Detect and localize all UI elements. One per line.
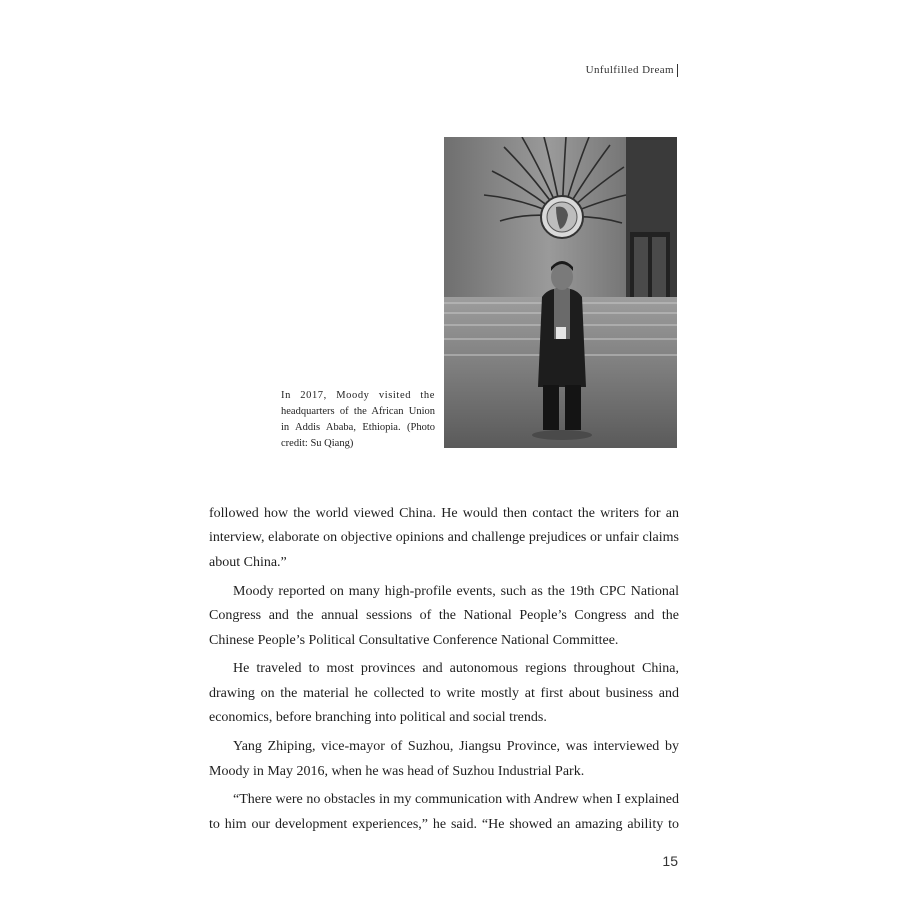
caption-line: headquarters of the African Union bbox=[281, 406, 435, 417]
running-head-rule bbox=[677, 64, 678, 77]
text-line: “There were no obstacles in my communication with Andrew when I explained bbox=[233, 792, 679, 808]
text-line: to him our development experiences,” he said. “He showed an amazing ability to bbox=[209, 816, 679, 832]
text-line: Yang Zhiping, vice-mayor of Suzhou, Jiangsu Province, was interviewed by bbox=[233, 739, 679, 755]
text-line: Moody reported on many high-profile events, such as the 19th CPC National bbox=[233, 583, 679, 599]
photo-image bbox=[444, 137, 677, 448]
caption-line: In 2017, Moody visited the bbox=[281, 390, 435, 401]
text-line: He traveled to most provinces and autonomous regions throughout China, bbox=[233, 661, 679, 677]
paragraph bbox=[209, 502, 679, 575]
paragraph bbox=[209, 735, 679, 784]
text-line: interview, elaborate on objective opinions and challenge prejudices or unfair claims bbox=[209, 530, 679, 546]
page-number: 15 bbox=[662, 853, 678, 869]
text-line: Chinese People’s Political Consultative Conference National Committee. bbox=[209, 632, 619, 648]
caption-line: in Addis Ababa, Ethiopia. (Photo bbox=[281, 422, 435, 433]
text-line: Congress and the annual sessions of the National People’s Congress and the bbox=[209, 608, 679, 624]
body-text bbox=[209, 502, 679, 842]
running-head: Unfulfilled Dream bbox=[585, 64, 674, 76]
paragraph bbox=[209, 788, 679, 837]
photo bbox=[444, 137, 677, 448]
caption-line: credit: Su Qiang) bbox=[281, 438, 354, 449]
photo-caption bbox=[281, 388, 435, 452]
paragraph bbox=[209, 580, 679, 653]
text-line: followed how the world viewed China. He would then contact the writers for an bbox=[209, 506, 679, 521]
text-line: Moody in May 2016, when he was head of Suzhou Industrial Park. bbox=[209, 763, 585, 779]
text-line: drawing on the material he collected to write mostly at first about business and bbox=[209, 685, 679, 701]
text-line: about China.” bbox=[209, 554, 287, 570]
text-line: economics, before branching into political and social trends. bbox=[209, 710, 547, 726]
paragraph bbox=[209, 657, 679, 730]
